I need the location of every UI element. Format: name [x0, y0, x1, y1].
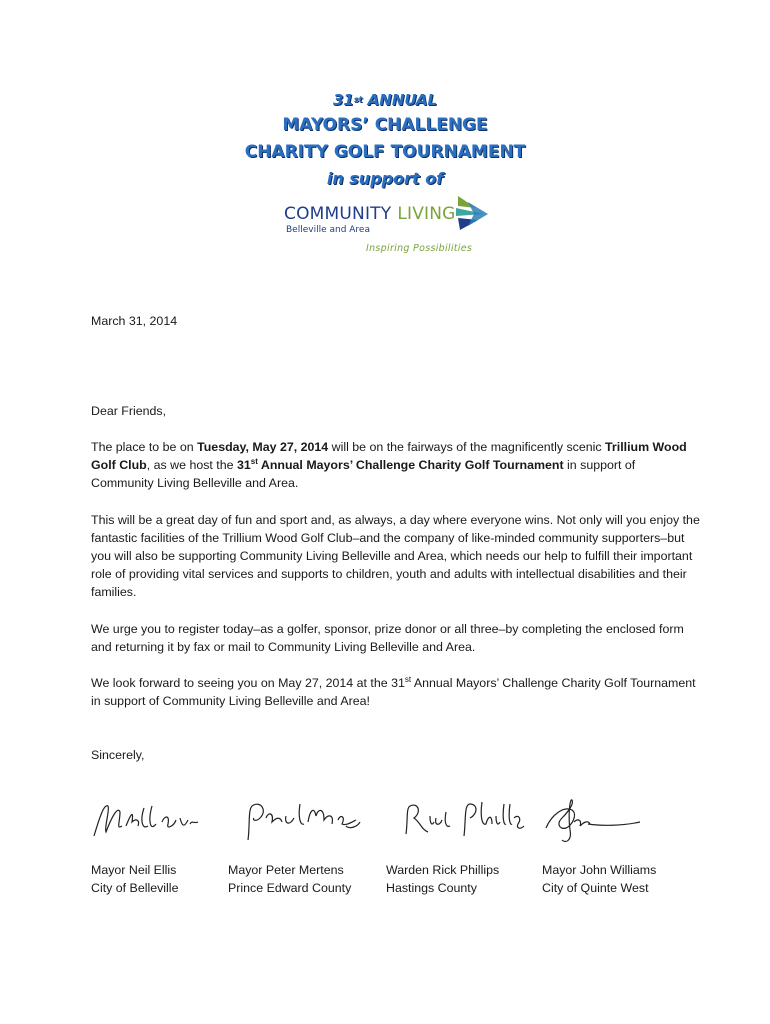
signer-block [386, 861, 499, 897]
signer-org: City of Belleville [91, 881, 179, 895]
heading-line-mayors-challenge: MAYORS’ CHALLENGE [282, 115, 488, 135]
signer-org: Hastings County [386, 881, 477, 895]
heading-line-tournament: CHARITY GOLF TOURNAMENT [244, 142, 526, 162]
letter-date: March 31, 2014 [91, 314, 178, 328]
paragraph-intro: The place to be on Tuesday, May 27, 2014 will be on the fairways of the magnificently scenic Trillium Wood Golf Club, as we host the 31st Annual Mayors’ Challenge Charity Golf Tournament in support of Community Living Belleville and Area. [91, 440, 687, 490]
community-living-logo [284, 192, 490, 256]
heading-line-in-support: in support of [326, 169, 444, 188]
heading-line-annual: 31st ANNUAL [332, 91, 438, 109]
signer-block [542, 861, 656, 897]
paragraph-benefits: This will be a great day of fun and sport and, as always, a day where everyone wins. Not only will you enjoy the fantastic facilities of the Trillium Wood Golf Club–and the company of like-minded community supporters–but you will also be supporting Community Living Belleville and Area, which needs our help to fulfill their important role of providing vital services and supports to children, youth and adults with intellectual disabilities and their families. [91, 513, 700, 599]
signer-block [228, 861, 351, 897]
community-living-chevron-icon [454, 194, 490, 234]
event-name: 31st Annual Mayors’ Challenge Charity Golf Tournament [236, 456, 564, 472]
venue-name: Trillium Wood Golf Club [91, 440, 687, 472]
signer-title: Warden Rick Phillips [386, 863, 500, 877]
signer-title: Mayor Peter Mertens [228, 863, 344, 877]
event-date: Tuesday, May 27, 2014 [197, 440, 329, 454]
signer-block [91, 861, 178, 897]
closing-sincerely: Sincerely, [91, 748, 145, 762]
signature-john-williams [542, 796, 642, 848]
signature-rick-phillips [400, 796, 526, 848]
salutation: Dear Friends, [91, 404, 167, 418]
event-heading [0, 88, 770, 192]
paragraph-closing-remarks: We look forward to seeing you on May 27, 2014 at the 31st Annual Mayors’ Challenge Charity Golf Tournament in support of Community Living Belleville and Area! [91, 674, 696, 708]
signer-title: Mayor Neil Ellis [91, 863, 177, 877]
logo-wordmark: COMMUNITY LIVING [284, 204, 456, 224]
signer-title: Mayor John Williams [542, 863, 657, 877]
signature-peter-mertens [238, 796, 364, 848]
signer-org: City of Quinte West [542, 881, 649, 895]
logo-subtitle: Belleville and Area [286, 225, 370, 235]
logo-tagline: Inspiring Possibilities [366, 243, 473, 254]
signature-neil-ellis [90, 796, 200, 848]
signer-org: Prince Edward County [228, 881, 352, 895]
paragraph-register: We urge you to register today–as a golfer, sponsor, prize donor or all three–by completing the enclosed form and returning it by fax or mail to Community Living Belleville and Area. [91, 622, 684, 654]
